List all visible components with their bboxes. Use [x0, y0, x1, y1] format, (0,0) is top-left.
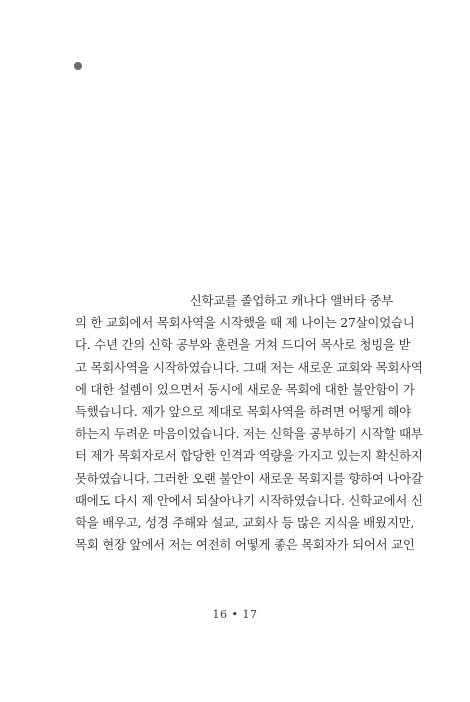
paragraph-line: 의 한 교회에서 목회사역을 시작했을 때 제 나이는 27살이었습니 [75, 315, 415, 331]
paragraph-line: 득했습니다. 제가 앞으로 제대로 목회사역을 하려면 어떻게 해야 [75, 403, 411, 419]
paragraph-line: 목회 현장 앞에서 저는 여전히 어떻게 좋은 목회자가 되어서 교인 [75, 537, 415, 553]
paragraph-line: 못하였습니다. 그러한 오랜 불안이 새로운 목회지를 향하여 나아갈 [75, 470, 423, 486]
body-paragraph [75, 290, 423, 556]
paragraph-line: 하는지 두려운 마음이었습니다. 저는 신학을 공부하기 시작할 때부 [75, 426, 423, 442]
paragraph-line: 에 대한 설렘이 있으면서 동시에 새로운 목회에 대한 불안함이 가 [75, 381, 415, 397]
paragraph-line: 때에도 다시 제 안에서 되살아나기 시작하였습니다. 신학교에서 신 [75, 492, 423, 508]
page-number: 16 • 17 [212, 608, 258, 621]
paragraph-line: 다. 수년 간의 신학 공부와 훈련을 거쳐 드디어 목사로 청빙을 받 [75, 337, 411, 353]
paragraph-line: 고 목회사역을 시작하였습니다. 그때 저는 새로운 교회와 목회사역 [75, 359, 423, 375]
section-bullet [74, 62, 82, 70]
paragraph-line: 학을 배우고, 성경 주해와 설교, 교회사 등 많은 지식을 배웠지만, [75, 514, 415, 530]
paragraph-line: 터 제가 목회자로서 합당한 인격과 역량을 가지고 있는지 확신하지 [75, 448, 423, 464]
paragraph-line: 신학교를 졸업하고 캐나다 앨버타 중부 [189, 293, 393, 308]
